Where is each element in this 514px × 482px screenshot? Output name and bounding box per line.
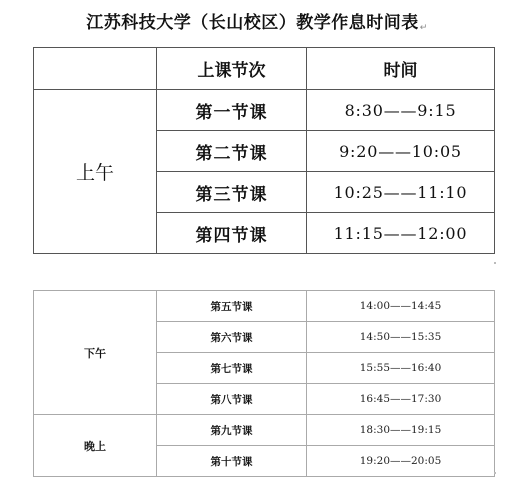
time-cell: 9:20——10:05: [307, 131, 495, 172]
time-cell: 18:30——19:15: [307, 415, 495, 446]
title-text: 江苏科技大学（长山校区）教学作息时间表: [86, 13, 419, 33]
lesson-cell: 第五节课: [157, 291, 307, 322]
period-morning: 上午: [34, 90, 157, 254]
section-break-mark: [494, 262, 496, 264]
time-cell: 14:50——15:35: [307, 322, 495, 353]
lesson-cell: 第二节课: [157, 131, 307, 172]
time-cell: 10:25——11:10: [307, 172, 495, 213]
morning-schedule-table: [33, 47, 495, 254]
table-row: [34, 90, 495, 131]
time-cell: 8:30——9:15: [307, 90, 495, 131]
table-header-row: [34, 48, 495, 90]
lesson-cell: 第六节课: [157, 322, 307, 353]
page-title: [0, 8, 514, 33]
lesson-cell: 第四节课: [157, 213, 307, 254]
period-evening: 晚上: [34, 415, 157, 477]
header-lesson: 上课节次: [157, 48, 307, 90]
lesson-cell: 第八节课: [157, 384, 307, 415]
lesson-cell: 第十节课: [157, 446, 307, 477]
table-row: [34, 415, 495, 446]
time-cell: 14:00——14:45: [307, 291, 495, 322]
time-cell: 16:45——17:30: [307, 384, 495, 415]
section-break-mark: [494, 472, 496, 474]
lesson-cell: 第九节课: [157, 415, 307, 446]
header-empty-cell: [34, 48, 157, 90]
time-cell: 19:20——20:05: [307, 446, 495, 477]
time-cell: 11:15——12:00: [307, 213, 495, 254]
lesson-cell: 第七节课: [157, 353, 307, 384]
header-time: 时间: [307, 48, 495, 90]
table-row: [34, 291, 495, 322]
lesson-cell: 第三节课: [157, 172, 307, 213]
paragraph-mark-icon: ↵: [419, 23, 428, 33]
afternoon-evening-schedule-table: [33, 290, 495, 477]
period-afternoon: 下午: [34, 291, 157, 415]
lesson-cell: 第一节课: [157, 90, 307, 131]
time-cell: 15:55——16:40: [307, 353, 495, 384]
